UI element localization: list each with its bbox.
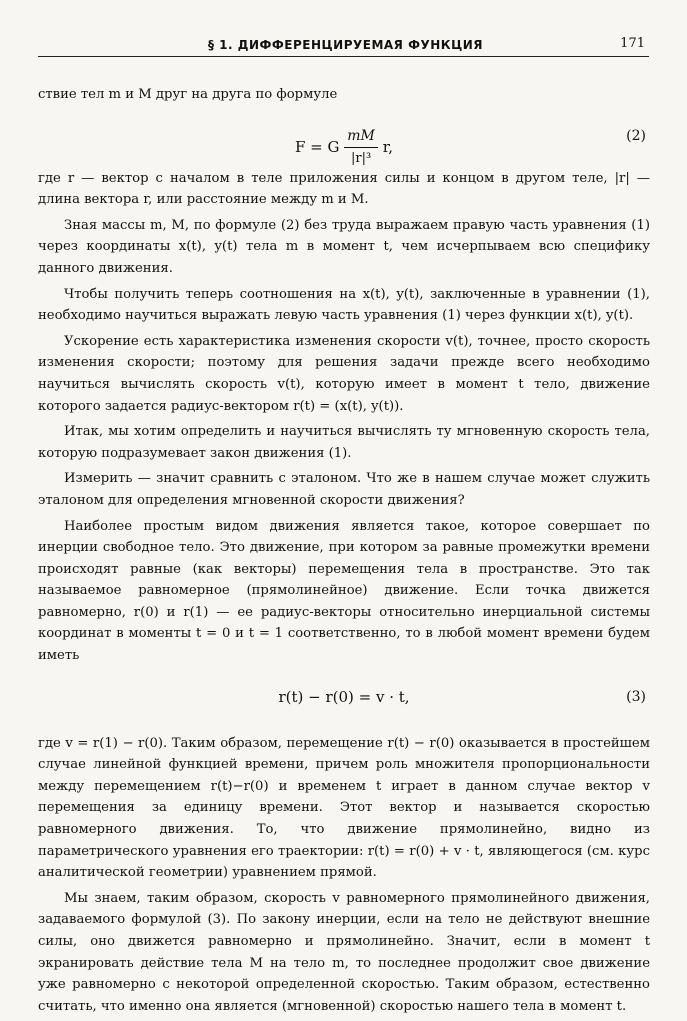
paragraph: ствие тел m и M друг на друга по формуле (38, 87, 338, 102)
formula-2 (38, 110, 650, 168)
formula-2-lhs: F = G (295, 137, 340, 156)
paragraph: Наиболее простым видом движения является такое, которое совершает по инерции свободное тело. Это движение, при котором за равные промежутки времени происходят равные (как векторы) перемещения тела в пространстве. Это так называемое равномерное (прямолинейное) движение. Если точка движется равномерно, r(0) и r(1) — ее радиус-векторы относительно инерциальной системы координат в моменты t = 0 и t = 1 соответственно, то в любой момент времени будем иметь (38, 518, 650, 664)
running-header (38, 34, 649, 57)
paragraph: где v = r(1) − r(0). Таким образом, перемещение r(t) − r(0) оказывается в простейшем случае линейной функцией времени, причем роль множителя пропорциональности между перемещением r(t)−r(0) и временем t играет в данном случае вектор v перемещения за единицу времени. Этот вектор и называется скоростью равномерного движения. То, что движение прямолинейно, видно из параметрического уравнения его траектории: r(t) = r(0) + v · t, являющегося (см. курс аналитической геометрии) уравнением прямой. (38, 735, 650, 881)
formula-3-body: r(t) − r(0) = v · t, (278, 687, 410, 706)
formula-2-denominator: |r|³ (351, 151, 372, 167)
formula-3 (38, 671, 650, 733)
body-text (38, 84, 650, 1021)
paragraph: Ускорение есть характеристика изменения скорости v(t), точнее, просто скорость изменения скорости; поэтому для решения задачи прежде всего необходимо научиться вычислять скорость v(t), которую имеет в момент t тело, движение которого задается радиус-вектором r(t) = (x(t), y(t)). (38, 333, 650, 414)
formula-2-fraction (344, 126, 378, 170)
paragraph: Измерить — значит сравнить с эталоном. Что же в нашем случае может служить эталоном для определения мгновенной скорости движения? (38, 471, 650, 508)
paragraph: Чтобы получить теперь соотношения на x(t), y(t), заключенные в уравнении (1), необходимо научиться выражать левую часть уравнения (1) через функции x(t), y(t). (38, 286, 650, 324)
equation-number: (2) (626, 127, 646, 144)
section-title: § 1. ДИФФЕРЕНЦИРУЕМАЯ ФУНКЦИЯ (208, 38, 484, 52)
paragraph: где r — вектор с началом в теле приложения силы и концом в другом теле, |r| — длина вектора r, или расстояние между m и M. (38, 170, 650, 208)
paragraph: Зная массы m, M, по формуле (2) без труда выражаем правую часть уравнения (1) через координаты x(t), y(t) тела m в момент t, чем исчерпываем всю специфику данного движения. (38, 217, 650, 276)
paragraph: Мы знаем, таким образом, скорость v равномерного прямолинейного движения, задаваемого формулой (3). По закону инерции, если на тело не действуют внешние силы, оно движется равномерно и прямолинейно. Значит, если в момент t экранировать действие тела M на тело m, то последнее продолжит свое движение уже равномерно с некоторой определенной скоростью. Таким образом, естественно считать, что именно она является (мгновенной) скоростью нашего тела в момент t. (38, 890, 650, 1014)
formula-2-numerator: mM (344, 126, 378, 149)
formula-2-rhs: r, (382, 137, 393, 156)
paragraph: Итак, мы хотим определить и научиться вычислять ту мгновенную скорость тела, которую подразумевает закон движения (1). (38, 424, 650, 461)
page-number: 171 (620, 36, 645, 51)
equation-number: (3) (626, 688, 646, 705)
